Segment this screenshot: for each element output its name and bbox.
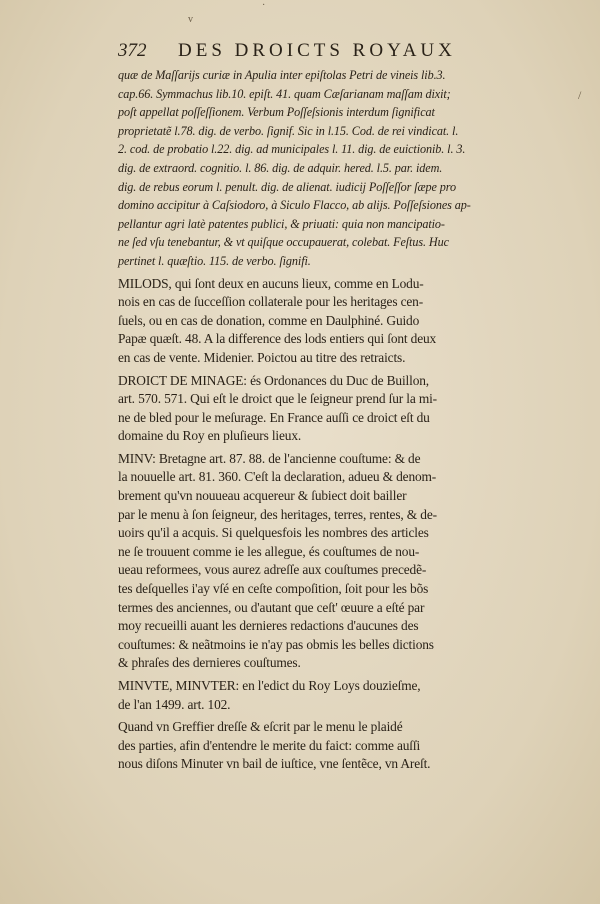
text-line: ne de bled pour le meſurage. En France auſſi ce droict eſt du (118, 409, 430, 425)
text-line: & phraſes des dernieres couſtumes. (118, 655, 301, 671)
text-line: ne ſe trouuent comme ie les allegue, és couſtumes de nou- (118, 543, 420, 559)
text-line: pertinet l. quæſtio. 115. de verbo. ſignifi. (118, 253, 311, 268)
paragraph (118, 450, 532, 673)
text-line: tes deſquelles i'ay vſé en ceſte compoſition, ſoit pour les bõs (118, 581, 429, 597)
text-line: 2. cod. de probatio l.22. dig. ad municipales l. 11. dig. de euictionib. l. 3. (118, 142, 466, 157)
text-line: MILODS, qui ſont deux en aucuns lieux, comme en Lodu- (118, 275, 424, 291)
paragraph (118, 372, 532, 446)
text-line: la nouuelle art. 81. 360. C'eſt la declaration, adueu & denom- (118, 469, 437, 485)
paragraph (118, 66, 532, 271)
text-line: dig. de rebus eorum l. penult. dig. de alienat. iudicij Poſſeſſor ſæpe pro (118, 179, 456, 194)
text-line: Papæ quæſt. 48. A la difference des lods entiers qui ſont deux (118, 331, 437, 347)
text-line: de l'an 1499. art. 102. (118, 696, 231, 712)
page-header (118, 40, 538, 66)
text-line: couſtumes: & neãtmoins ie n'ay pas obmis les belles dictions (118, 636, 434, 652)
text-line: art. 570. 571. Qui eſt le droict que le ſeigneur prend ſur la mi- (118, 391, 437, 407)
text-line: ſuels, ou en cas de donation, comme en Daulphiné. Guido (118, 312, 420, 328)
text-line: MINVTE, MINVTER: en l'edict du Roy Loys douzieſme, (118, 678, 421, 693)
text-line: DROICT DE MINAGE: és Ordonances du Duc de Buillon, (118, 372, 429, 388)
text-line: cap.66. Symmachus lib.10. epiſt. 41. quam Cæſarianam maſſam dixit; (118, 86, 451, 101)
text-line: uoirs qu'il a acquis. Si quelquesfois les nombres des articles (118, 525, 429, 541)
text-line: ne ſed vſu tenebantur, & vt quiſque occupauerat, colebat. Feſtus. Huc (118, 235, 449, 250)
text-line: MINV: Bretagne art. 87. 88. de l'ancienne couſtume: & de (118, 450, 421, 466)
paragraph (118, 275, 532, 368)
text-line: domino accipitur à Caſsiodoro, à Siculo Flacco, ab alijs. Poſſeſsiones ap- (118, 198, 471, 213)
running-title: DES DROICTS ROYAUX (178, 40, 456, 61)
text-line: nous diſons Minuter vn bail de iuſtice, vne ſentẽce, vn Areſt. (118, 756, 431, 772)
text-line: pellantur agri latè patentes publici, & priuati: quia non mancipatio- (118, 216, 445, 231)
text-line: des parties, afin d'entendre le merite du faict: comme auſſi (118, 737, 421, 753)
text-line: proprietatẽ l.78. dig. de verbo. ſignif. Sic in l.15. Cod. de rei vindicat. l. (118, 123, 459, 138)
top-ink-dot: · (262, 0, 266, 11)
text-line: moy recueilli auant les dernieres redactions d'aucunes des (118, 618, 419, 634)
text-line: domaine du Roy en pluſieurs lieux. (118, 428, 302, 444)
text-line: en cas de vente. Midenier. Poictou au titre des retraicts. (118, 349, 406, 365)
page-number: 372 (118, 40, 147, 61)
text-line: poſt appellat poſſeſſionem. Verbum Poſſeſsionis interdum ſignificat (118, 105, 435, 120)
text-line: dig. de extraord. cognitio. l. 86. dig. de adquir. hered. l.5. par. idem. (118, 160, 443, 175)
text-line: par le menu à ſon ſeigneur, des heritages, terres, rentes, & de- (118, 506, 437, 522)
page-body-text (118, 66, 532, 774)
paragraph (118, 677, 532, 714)
text-line: quæ de Maſſarijs curiæ in Apulia inter epiſtolas Petri de vineis lib.3. (118, 68, 446, 82)
margin-mark: / (578, 88, 582, 102)
paragraph (118, 718, 532, 774)
text-line: nois en cas de ſucceſſion collaterale pour les heritages cen- (118, 294, 424, 310)
text-line: termes des anciennes, ou d'autant que ceſt' œuure a eſté par (118, 599, 425, 615)
text-line: brement qu'vn nouueau acquereur & ſubiect doit bailler (118, 488, 407, 504)
top-ink-mark: v (188, 14, 193, 25)
text-line: ueau reformees, vous aurez adreſſe aux couſtumes precedẽ- (118, 562, 427, 578)
text-line: Quand vn Greffier dreſſe & eſcrit par le menu le plaidé (118, 719, 403, 735)
